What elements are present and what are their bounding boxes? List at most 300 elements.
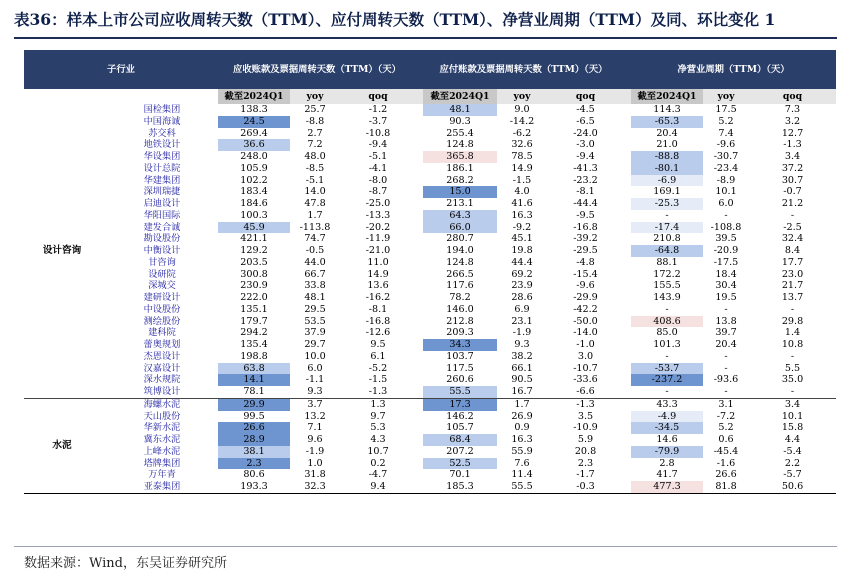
cycle-header: 净营业周期（TTM）（天）: [631, 50, 836, 89]
recv-qoq: 9.7: [370, 410, 386, 422]
pay-yoy: 9.0: [514, 104, 530, 115]
recv-yoy: -5.1: [305, 174, 325, 186]
recv-qoq: -3.7: [368, 115, 388, 127]
table-row: [24, 257, 836, 269]
cycle-qoq: -0.7: [783, 186, 802, 198]
company: 甘咨询: [148, 256, 176, 268]
recv-qoq: 9.4: [340, 481, 416, 493]
pay-qoq: -24.0: [573, 127, 598, 139]
company: 蕾奥规划: [143, 339, 181, 350]
pay-qoq: 3.0: [577, 350, 594, 362]
group-label: 水泥: [24, 398, 100, 493]
pay-yoy: 44.4: [511, 256, 533, 268]
cycle-qoq: 15.8: [781, 422, 804, 434]
receivable-date-header: 截至2024Q1: [218, 89, 290, 104]
cycle-days: 43.3: [656, 398, 678, 410]
recv-qoq: -4.7: [368, 469, 388, 481]
table-row: [24, 104, 836, 116]
recv-qoq: 13.6: [367, 280, 389, 292]
cycle-qoq: -: [749, 386, 836, 398]
pay-yoy: 55.9: [511, 445, 533, 457]
recv-days: 135.1: [240, 303, 268, 315]
pay-yoy: 19.8: [511, 245, 533, 256]
company: 杰恩设计: [143, 350, 181, 362]
pay-days: 52.5: [423, 458, 497, 470]
pay-days: 186.1: [446, 162, 474, 174]
pay-days: 17.3: [423, 398, 497, 410]
cycle-yoy: 10.1: [715, 186, 737, 198]
pay-qoq: -3.0: [576, 139, 595, 151]
pay-days: 68.4: [423, 434, 497, 446]
company: 筑博设计: [106, 386, 218, 398]
pay-yoy: 45.1: [511, 233, 533, 245]
table-row: [24, 374, 836, 386]
pay-qoq: -1.0: [576, 339, 595, 350]
recv-days: 269.4: [240, 127, 268, 139]
pay-qoq: -6.5: [576, 115, 595, 127]
pay-yoy: -1.9: [512, 327, 532, 339]
pay-qoq: -14.0: [573, 327, 598, 339]
company: 天山股份: [143, 410, 181, 422]
recv-qoq: -8.0: [368, 174, 388, 186]
pay-qoq: -39.2: [573, 233, 598, 245]
cycle-qoq: 10.8: [781, 339, 804, 350]
pay-days: 213.1: [446, 198, 474, 209]
pay-qoq: -4.8: [576, 256, 595, 268]
recv-yoy: 1.7: [307, 209, 323, 221]
company: 地铁设计: [143, 139, 181, 151]
recv-days: 99.5: [243, 410, 265, 422]
cycle-yoy: 39.7: [715, 327, 737, 339]
cycle-days: 41.7: [656, 469, 678, 481]
pay-qoq: -42.2: [573, 303, 598, 315]
pay-qoq: -41.3: [573, 162, 598, 174]
cycle-yoy: 5.2: [718, 422, 734, 434]
recv-yoy: 7.2: [307, 139, 323, 151]
recv-days: 36.6: [218, 139, 290, 151]
recv-days: 29.9: [218, 398, 290, 410]
receivable-qoq-header: qoq: [340, 89, 416, 104]
turnover-table: [24, 50, 836, 494]
pay-yoy: 38.2: [511, 350, 533, 362]
pay-days: 78.2: [449, 292, 471, 303]
cycle-days: 20.4: [656, 127, 678, 139]
recv-qoq: -10.8: [365, 127, 391, 139]
cycle-qoq: 37.2: [781, 162, 804, 174]
pay-qoq: -6.6: [547, 386, 624, 398]
cycle-qoq: 8.4: [784, 245, 801, 256]
pay-qoq: -9.4: [576, 151, 595, 162]
recv-qoq: -20.2: [365, 221, 391, 233]
cycle-yoy-header: yoy: [703, 89, 749, 104]
group-label: 设计咨询: [24, 104, 100, 398]
payable-date-header: 截至2024Q1: [423, 89, 497, 104]
company: 设研院: [148, 268, 176, 280]
pay-qoq: 20.8: [574, 445, 597, 457]
cycle-qoq: 21.7: [781, 280, 804, 292]
cycle-qoq: 50.6: [749, 481, 836, 493]
recv-yoy: 14.0: [304, 186, 326, 198]
recv-qoq: -5.1: [368, 151, 388, 162]
recv-qoq: 6.1: [370, 350, 386, 362]
cycle-yoy: 5.2: [718, 115, 734, 127]
cycle-yoy: -7.2: [716, 410, 736, 422]
recv-yoy: 3.7: [307, 398, 323, 410]
recv-yoy: -113.8: [299, 221, 331, 233]
cycle-qoq: 5.5: [784, 362, 801, 374]
cycle-days: -: [665, 303, 669, 315]
pay-yoy: -1.5: [512, 174, 532, 186]
table-row: [24, 351, 836, 363]
recv-qoq: -1.2: [368, 104, 388, 115]
recv-days: 28.9: [218, 434, 290, 446]
pay-qoq: -16.8: [573, 221, 598, 233]
cycle-days: 408.6: [631, 316, 703, 328]
table-title: 表36：样本上市公司应收周转天数（TTM）、应付周转天数（TTM）、净营业周期（TTM）及同、环比变化 1: [14, 10, 776, 29]
pay-yoy: 66.1: [511, 362, 533, 374]
title-rule: [14, 37, 837, 39]
cycle-date-header: 截至2024Q1: [631, 89, 703, 104]
table-row: [24, 292, 836, 304]
recv-days: 184.6: [240, 198, 268, 209]
pay-days: 255.4: [446, 127, 474, 139]
recv-yoy: 32.3: [290, 481, 340, 493]
table-row: [24, 233, 836, 245]
pay-days: 194.0: [446, 245, 474, 256]
recv-qoq: -16.8: [365, 315, 391, 327]
cycle-qoq: 7.3: [784, 104, 801, 115]
pay-yoy: 16.7: [497, 386, 547, 398]
company: 深水规院: [143, 374, 181, 386]
table-row: [24, 222, 836, 234]
pay-qoq: -44.4: [573, 198, 598, 209]
recv-days: 135.4: [240, 339, 268, 350]
cycle-yoy: 19.5: [715, 292, 737, 303]
cycle-yoy: -45.4: [713, 445, 739, 457]
recv-qoq: -5.2: [368, 362, 388, 374]
cycle-qoq: 10.1: [781, 410, 804, 422]
cycle-days: -237.2: [631, 374, 703, 386]
cycle-yoy: -: [703, 386, 749, 398]
cycle-days: -25.3: [631, 198, 703, 210]
pay-qoq: -9.6: [576, 280, 595, 292]
recv-qoq: -12.6: [365, 327, 391, 339]
pay-days: 365.8: [423, 151, 497, 163]
cycle-days: -: [631, 386, 703, 398]
cycle-days: 85.0: [656, 327, 678, 339]
recv-yoy: 37.9: [304, 327, 326, 339]
pay-qoq: 3.5: [577, 410, 594, 422]
company: 海螺水泥: [143, 398, 181, 410]
recv-yoy: 13.2: [304, 410, 326, 422]
cycle-days: 101.3: [653, 339, 681, 350]
table-row: [24, 422, 836, 434]
data-table-wrap: [24, 50, 836, 494]
recv-days: 138.3: [240, 104, 268, 115]
cycle-yoy: -: [724, 350, 728, 362]
company: 冀东水泥: [143, 434, 181, 445]
recv-days: 2.3: [218, 458, 290, 470]
pay-yoy: 23.1: [511, 315, 533, 327]
table-row: [24, 151, 836, 163]
recv-days: 45.9: [218, 222, 290, 234]
cycle-qoq: 29.8: [781, 315, 804, 327]
cycle-yoy: 6.0: [718, 198, 734, 209]
recv-days: 222.0: [240, 292, 268, 303]
pay-yoy: 0.9: [514, 422, 530, 434]
cycle-days: -53.7: [631, 363, 703, 375]
table-row: [24, 269, 836, 281]
recv-days: 193.3: [218, 481, 290, 493]
table-row: [24, 316, 836, 328]
cycle-days: 143.9: [653, 292, 681, 303]
recv-days: 78.1: [218, 386, 290, 398]
company: 万年青: [148, 469, 176, 481]
pay-days: 124.8: [446, 139, 474, 151]
pay-days: 64.3: [423, 210, 497, 222]
pay-qoq: -1.7: [576, 469, 595, 481]
company: 华建集团: [143, 174, 181, 186]
pay-days: 105.7: [446, 422, 474, 434]
pay-days: 212.8: [446, 315, 474, 327]
company: 建研设计: [143, 292, 181, 303]
company: 上峰水泥: [143, 445, 181, 457]
pay-yoy: 6.9: [514, 303, 530, 315]
cycle-days: -4.9: [631, 411, 703, 423]
cycle-days: 210.8: [653, 233, 681, 245]
pay-qoq: -1.3: [576, 398, 595, 410]
company: 华阳国际: [143, 209, 181, 221]
cycle-qoq: 13.7: [781, 292, 804, 303]
cycle-days: 169.1: [653, 186, 681, 198]
pay-days: 185.3: [423, 481, 497, 493]
cycle-qoq: 32.4: [781, 233, 804, 245]
company: 启迪设计: [143, 198, 181, 209]
company: 华设集团: [143, 151, 181, 162]
cycle-days: 114.3: [653, 104, 681, 115]
company: 中国海诚: [143, 115, 181, 127]
pay-qoq: -29.5: [573, 245, 598, 256]
recv-yoy: -8.5: [305, 162, 325, 174]
table-row: [24, 481, 836, 493]
recv-days: 203.5: [240, 256, 268, 268]
cycle-days: -65.3: [631, 116, 703, 128]
recv-days: 183.4: [240, 186, 268, 198]
recv-yoy: -1.9: [305, 445, 325, 457]
cycle-qoq: 3.2: [784, 115, 801, 127]
table-row: [24, 186, 836, 198]
recv-qoq: 11.0: [367, 256, 389, 268]
table-row: [24, 458, 836, 470]
pay-yoy: 28.6: [511, 292, 533, 303]
recv-qoq: -4.1: [368, 162, 388, 174]
table-row: [24, 245, 836, 257]
recv-days: 26.6: [218, 422, 290, 434]
cycle-days: 88.1: [656, 256, 678, 268]
pay-qoq: -4.5: [576, 104, 595, 115]
payable-qoq-header: qoq: [547, 89, 624, 104]
pay-days: 146.2: [446, 410, 474, 422]
recv-yoy: -1.1: [305, 374, 325, 386]
recv-qoq: 9.5: [370, 339, 386, 350]
pay-days: 66.0: [423, 222, 497, 234]
cycle-qoq: 21.2: [781, 198, 804, 209]
cycle-days: 477.3: [631, 481, 703, 493]
recv-days: 294.2: [240, 327, 268, 339]
recv-yoy: 9.3: [290, 386, 340, 398]
recv-yoy: 10.0: [304, 350, 326, 362]
pay-days: 90.3: [449, 115, 471, 127]
cycle-yoy: -30.7: [713, 151, 739, 162]
recv-qoq: 5.3: [370, 422, 386, 434]
table-row: [24, 434, 836, 446]
cycle-qoq: 35.0: [781, 374, 804, 386]
cycle-qoq: -: [790, 350, 795, 362]
table-row: [24, 116, 836, 128]
cycle-days: -34.5: [631, 422, 703, 434]
pay-yoy: 7.6: [514, 457, 530, 469]
recv-days: 38.1: [218, 446, 290, 458]
table-row: [24, 163, 836, 175]
source-note: 数据来源：Wind，东吴证券研究所: [24, 556, 227, 571]
recv-qoq: 10.7: [367, 445, 389, 457]
company: 勘设股份: [143, 233, 181, 245]
recv-days: 14.1: [218, 374, 290, 386]
industry-header: 子行业: [24, 50, 218, 89]
recv-days: 100.3: [240, 209, 268, 221]
company: 华新水泥: [143, 422, 181, 434]
cycle-days: 172.2: [653, 268, 681, 280]
pay-yoy: -14.2: [509, 115, 535, 127]
recv-qoq: -1.3: [340, 386, 416, 398]
pay-days: 209.3: [446, 327, 474, 339]
cycle-yoy: -17.5: [713, 256, 739, 268]
cycle-days: -88.8: [631, 151, 703, 163]
cycle-days: 21.0: [656, 139, 678, 151]
recv-qoq: -13.3: [365, 209, 391, 221]
pay-qoq: -29.9: [573, 292, 598, 303]
company: 测绘股份: [143, 315, 181, 327]
recv-qoq: -8.1: [368, 303, 388, 315]
pay-yoy: 32.6: [511, 139, 533, 151]
pay-yoy: 16.3: [511, 209, 533, 221]
table-row: [24, 139, 836, 151]
recv-yoy: 33.8: [304, 280, 326, 292]
payable-yoy-header: yoy: [497, 89, 547, 104]
cycle-yoy: -1.6: [716, 457, 736, 469]
cycle-yoy: -23.4: [713, 162, 739, 174]
company: 设计总院: [143, 162, 181, 174]
recv-qoq: -11.9: [365, 233, 391, 245]
pay-yoy: 55.5: [497, 481, 547, 493]
table-row: [24, 175, 836, 187]
receivable-header: 应收账款及票据周转天数（TTM）（天）: [218, 50, 416, 89]
table-row: [24, 128, 836, 140]
pay-yoy: 9.3: [514, 339, 530, 350]
cycle-yoy: 39.5: [715, 233, 737, 245]
company: 中衡设计: [143, 245, 181, 256]
cycle-yoy: 30.4: [715, 280, 737, 292]
cycle-qoq: 17.7: [781, 256, 804, 268]
cycle-qoq: -5.4: [783, 445, 802, 457]
cycle-yoy: -: [724, 303, 728, 315]
cycle-days: -: [665, 209, 669, 221]
pay-qoq: -0.3: [547, 481, 624, 493]
pay-days: 207.2: [446, 445, 474, 457]
cycle-yoy: -: [724, 209, 728, 221]
cycle-qoq: 30.7: [781, 174, 804, 186]
recv-qoq: -8.7: [368, 186, 388, 198]
recv-days: 105.9: [240, 162, 268, 174]
footer-rule: [14, 546, 837, 547]
cycle-yoy: -8.9: [716, 174, 736, 186]
recv-qoq: 4.3: [370, 434, 386, 445]
cycle-qoq: 3.4: [784, 398, 801, 410]
recv-qoq: -1.5: [368, 374, 388, 386]
cycle-yoy: -: [724, 362, 728, 374]
cycle-qoq: -2.5: [783, 221, 802, 233]
recv-yoy: 7.1: [307, 422, 323, 434]
cycle-qoq: -: [790, 209, 795, 221]
pay-yoy: 90.5: [511, 374, 533, 386]
cycle-yoy: 7.4: [718, 127, 734, 139]
pay-days: 117.5: [446, 362, 474, 374]
recv-yoy: 29.7: [304, 339, 326, 350]
company: 塔牌集团: [143, 457, 181, 469]
company: 深圳瑞捷: [143, 186, 181, 198]
pay-qoq: -8.1: [576, 186, 595, 198]
cycle-yoy: 20.4: [715, 339, 737, 350]
company: 国检集团: [143, 104, 181, 115]
recv-yoy: 2.7: [307, 127, 323, 139]
table-row: [24, 304, 836, 316]
company: 中设股份: [143, 303, 181, 315]
recv-qoq: -9.4: [368, 139, 388, 151]
cycle-qoq: 23.0: [781, 268, 804, 280]
cycle-yoy: -93.6: [713, 374, 739, 386]
cycle-yoy: 3.1: [718, 398, 734, 410]
recv-yoy: 53.5: [304, 315, 326, 327]
cycle-days: 155.5: [653, 280, 681, 292]
company: 建科院: [148, 327, 176, 339]
recv-qoq: -25.0: [365, 198, 391, 209]
cycle-qoq: 1.4: [784, 327, 801, 339]
recv-yoy: 1.0: [307, 457, 323, 469]
table-row: [24, 210, 836, 222]
company: 亚泰集团: [106, 481, 218, 493]
pay-yoy: 14.9: [511, 162, 533, 174]
cycle-qoq: -5.7: [783, 469, 802, 481]
recv-yoy: 74.7: [304, 233, 326, 245]
pay-yoy: 69.2: [511, 268, 533, 280]
pay-qoq: -10.7: [573, 362, 598, 374]
pay-days: 15.0: [423, 186, 497, 198]
recv-days: 129.2: [240, 245, 268, 256]
pay-qoq: -23.2: [573, 174, 598, 186]
recv-days: 248.0: [240, 151, 268, 162]
cycle-qoq: 4.4: [784, 434, 801, 445]
pay-yoy: 16.3: [511, 434, 533, 445]
cycle-days: -64.8: [631, 245, 703, 257]
table-row: [24, 411, 836, 423]
recv-days: 300.8: [240, 268, 268, 280]
company: 苏交科: [148, 127, 176, 139]
recv-yoy: 6.0: [307, 362, 323, 374]
pay-yoy: 1.7: [514, 398, 530, 410]
cycle-days: 2.8: [659, 457, 675, 469]
recv-days: 80.6: [243, 469, 265, 481]
pay-days: 117.6: [446, 280, 474, 292]
